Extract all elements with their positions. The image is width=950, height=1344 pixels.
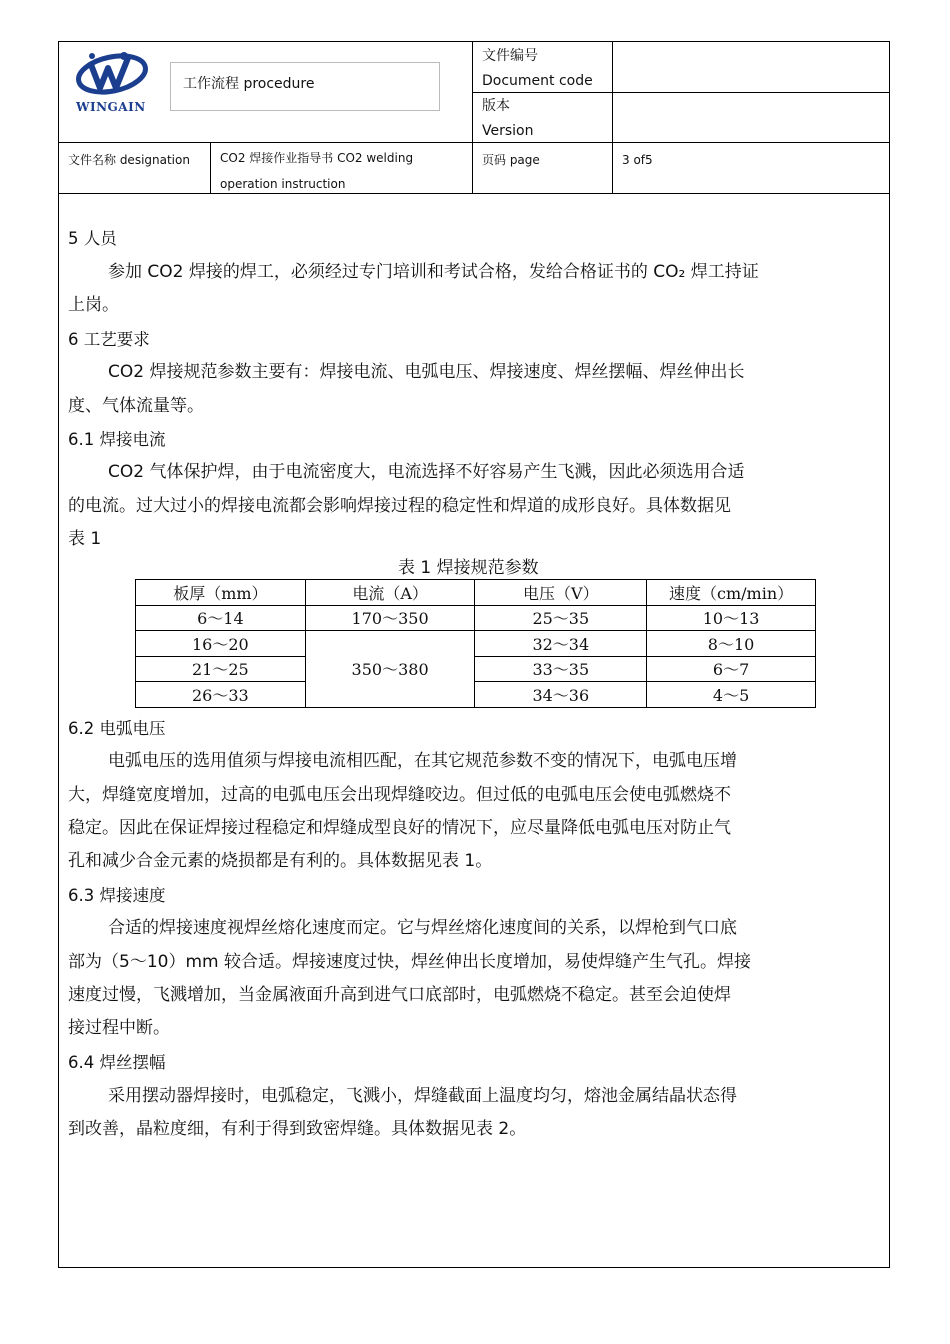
section-5-heading: 5 人员: [68, 229, 117, 248]
header-divider: [472, 41, 473, 193]
table-cell: 21～25: [136, 656, 306, 682]
header-divider: [612, 41, 613, 193]
table-header-cell: 板厚（mm）: [136, 580, 306, 606]
paragraph: 孔和减少合金元素的烧损都是有利的。具体数据见表 1。: [68, 851, 493, 871]
table-row: [136, 605, 816, 631]
header-divider: [58, 142, 890, 143]
paragraph: CO2 焊接规范参数主要有：焊接电流、电弧电压、焊接速度、焊丝摆幅、焊丝伸出长: [108, 362, 745, 382]
page-number: 3 of5: [622, 153, 653, 167]
table-cell: 16～20: [136, 631, 306, 657]
table-cell: 25～35: [475, 605, 647, 631]
paragraph: 上岗。: [68, 295, 119, 315]
paragraph: 度、气体流量等。: [68, 396, 204, 416]
logo-text: WINGAIN: [76, 100, 146, 114]
table-row: [136, 631, 816, 657]
section-6-2-heading: 6.2 电弧电压: [68, 719, 166, 738]
table-cell: 170～350: [305, 605, 475, 631]
table-cell: 6～14: [136, 605, 306, 631]
table-cell: 8～10: [647, 631, 816, 657]
section-6-4-heading: 6.4 焊丝摆幅: [68, 1053, 166, 1072]
paragraph: 参加 CO2 焊接的焊工，必须经过专门培训和考试合格，发给合格证书的 CO₂ 焊工持证: [108, 262, 759, 282]
section-6-1-heading: 6.1 焊接电流: [68, 430, 166, 449]
paragraph: 电弧电压的选用值须与焊接电流相匹配，在其它规范参数不变的情况下，电弧电压增: [108, 751, 737, 771]
header-divider: [210, 142, 211, 193]
table-cell: 4～5: [647, 682, 816, 708]
doc-code-cn: 文件编号: [482, 48, 538, 64]
paragraph: 部为（5～10）mm 较合适。焊接速度过快，焊丝伸出长度增加，易使焊缝产生气孔。焊接: [68, 952, 751, 972]
table-header-cell: 电压（V）: [475, 580, 647, 606]
version-cn: 版本: [482, 98, 510, 114]
paragraph: 的电流。过大过小的焊接电流都会影响焊接过程的稳定性和焊道的成形良好。具体数据见: [68, 496, 731, 516]
table-cell: 32～34: [475, 631, 647, 657]
designation-title-line2: operation instruction: [220, 177, 346, 191]
section-6-heading: 6 工艺要求: [68, 330, 150, 349]
table-cell: 6～7: [647, 656, 816, 682]
table-cell: 26～33: [136, 682, 306, 708]
designation-title-line1: CO2 焊接作业指导书 CO2 welding: [220, 151, 414, 165]
paragraph: CO2 气体保护焊，由于电流密度大，电流选择不好容易产生飞溅，因此必须选用合适: [108, 462, 745, 482]
paragraph: 速度过慢，飞溅增加，当金属液面升高到进气口底部时，电弧燃烧不稳定。甚至会迫使焊: [68, 985, 731, 1005]
table-cell: 350～380: [305, 631, 475, 708]
table-header-row: [136, 580, 816, 606]
table-cell: 34～36: [475, 682, 647, 708]
table-row: [136, 656, 816, 682]
version-en: Version: [482, 123, 534, 139]
table-row: [136, 682, 816, 708]
paragraph: 大，焊缝宽度增加，过高的电弧电压会出现焊缝咬边。但过低的电弧电压会使电弧燃烧不: [68, 785, 731, 805]
paragraph: 稳定。因此在保证焊接过程稳定和焊缝成型良好的情况下，应尽量降低电弧电压对防止气: [68, 818, 731, 838]
paragraph: 表 1: [68, 529, 102, 549]
table-header-cell: 速度（cm/min）: [647, 580, 816, 606]
procedure-label: 工作流程 procedure: [183, 76, 315, 92]
designation-label: 文件名称 designation: [68, 153, 190, 167]
table-header-cell: 电流（A）: [305, 580, 475, 606]
paragraph: 接过程中断。: [68, 1018, 170, 1038]
page-label: 页码 page: [482, 153, 540, 167]
table-cell: 33～35: [475, 656, 647, 682]
welding-parameters-table: [135, 579, 816, 708]
paragraph: 采用摆动器焊接时，电弧稳定，飞溅小，焊缝截面上温度均匀，熔池金属结晶状态得: [108, 1086, 737, 1106]
table-caption: 表 1 焊接规范参数: [398, 558, 539, 578]
section-6-3-heading: 6.3 焊接速度: [68, 886, 166, 905]
header-divider: [58, 193, 890, 194]
paragraph: 到改善，晶粒度细，有利于得到致密焊缝。具体数据见表 2。: [68, 1119, 527, 1139]
paragraph: 合适的焊接速度视焊丝熔化速度而定。它与焊丝熔化速度间的关系，以焊枪到气口底: [108, 918, 737, 938]
doc-code-en: Document code: [482, 73, 593, 89]
table-cell: 10～13: [647, 605, 816, 631]
